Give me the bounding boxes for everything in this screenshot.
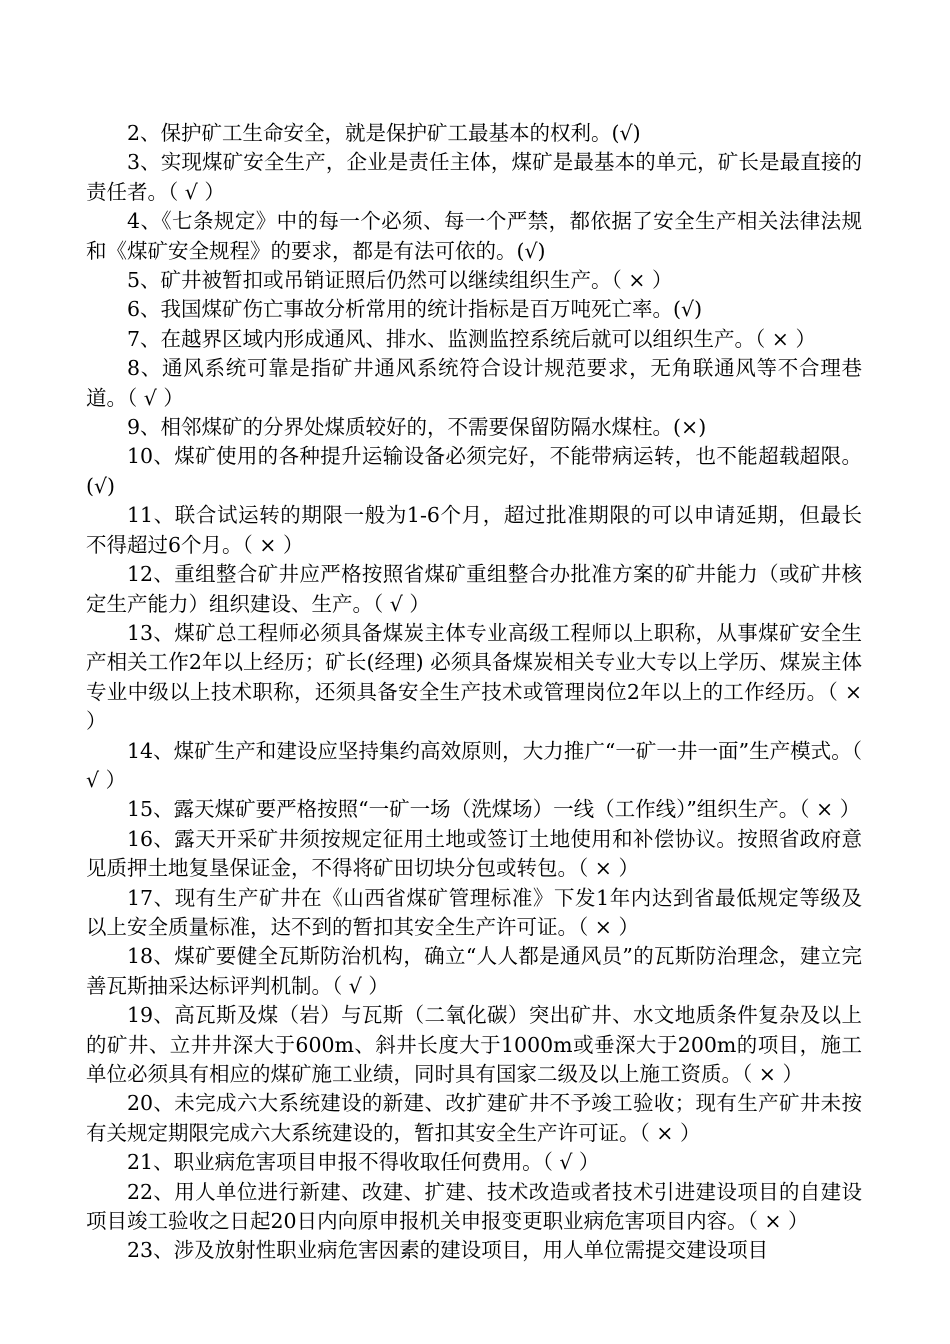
question-item: 2、保护矿工生命安全，就是保护矿工最基本的权利。(√)	[127, 121, 641, 145]
question-item: 14、煤矿生产和建设应坚持集约高效原则，大力推广“一矿一井一面”生产模式。（ √ ）	[86, 738, 862, 792]
question-item: 10、煤矿使用的各种提升运输设备必须完好，不能带病运转，也不能超载超限。(√)	[86, 444, 862, 498]
question-item: 9、相邻煤矿的分界处煤质较好的，不需要保留防隔水煤柱。(×)	[127, 415, 707, 440]
question-item: 19、高瓦斯及煤（岩）与瓦斯（二氧化碳）突出矿井、水文地质条件复杂及以上的矿井、立井井深大于600m、斜井长度大于1000m或垂深大于200m的项目，施工单位必须具有相应的煤矿施工业绩，同时具有国家二级及以上施工资质。（ × ）	[86, 1003, 862, 1086]
question-item: 15、露天煤矿要严格按照“一矿一场（洗煤场）一线（工作线）”组织生产。（ × ）	[127, 797, 861, 822]
question-item: 16、露天开采矿井须按规定征用土地或签订土地使用和补偿协议。按照省政府意见质押土地复垦保证金，不得将矿田切块分包或转包。（ × ）	[86, 826, 862, 881]
question-item: 12、重组整合矿井应严格按照省煤矿重组整合办批准方案的矿井能力（或矿井核定生产能力）组织建设、生产。（ √ ）	[86, 562, 862, 616]
question-item: 17、现有生产矿井在《山西省煤矿管理标准》下发1年内达到省最低规定等级及以上安全质量标准，达不到的暂扣其安全生产许可证。（ × ）	[86, 885, 862, 939]
question-item: 7、在越界区域内形成通风、排水、监测监控系统后就可以组织生产。（ × ）	[127, 326, 817, 351]
question-item: 8、通风系统可靠是指矿井通风系统符合设计规范要求，无角联通风等不合理巷道。（ √ ）	[86, 356, 862, 410]
question-item: 6、我国煤矿伤亡事故分析常用的统计指标是百万吨死亡率。(√)	[127, 297, 703, 322]
question-item: 21、职业病危害项目申报不得收取任何费用。（ √ ）	[127, 1150, 600, 1175]
question-item: 11、联合试运转的期限一般为1-6个月，超过批准期限的可以申请延期，但最长不得超过6个月。（ × ）	[86, 503, 862, 557]
question-item: 20、未完成六大系统建设的新建、改扩建矿井不予竣工验收；现有生产矿井未按有关规定期限完成六大系统建设的，暂扣其安全生产许可证。（ × ）	[86, 1091, 862, 1145]
question-item: 13、煤矿总工程师必须具备煤炭主体专业高级工程师以上职称，从事煤矿安全生产相关工作2年以上经历；矿长(经理) 必须具备煤炭相关专业大专以上学历、煤炭主体专业中级以上技术职称，还须具备安全生产技术或管理岗位2年以上的工作经历。（ × ）	[86, 620, 862, 734]
question-item: 3、实现煤矿安全生产，企业是责任主体，煤矿是最基本的单元，矿长是最直接的责任者。（ √ ）	[86, 150, 862, 204]
document-body	[86, 119, 862, 1266]
question-item: 23、涉及放射性职业病危害因素的建设项目，用人单位需提交建设项目	[127, 1238, 769, 1263]
question-item: 18、煤矿要健全瓦斯防治机构，确立“人人都是通风员”的瓦斯防治理念，建立完善瓦斯抽采达标评判机制。（ √ ）	[86, 944, 862, 998]
question-item: 4、《七条规定》中的每一个必须、每一个严禁，都依据了安全生产相关法律法规和《煤矿安全规程》的要求，都是有法可依的。(√)	[86, 209, 862, 263]
question-item: 5、矿井被暂扣或吊销证照后仍然可以继续组织生产。（ × ）	[127, 268, 673, 293]
question-item: 22、用人单位进行新建、改建、扩建、技术改造或者技术引进建设项目的自建设项目竣工验收之日起20日内向原申报机关申报变更职业病危害项目内容。（ × ）	[86, 1179, 862, 1234]
